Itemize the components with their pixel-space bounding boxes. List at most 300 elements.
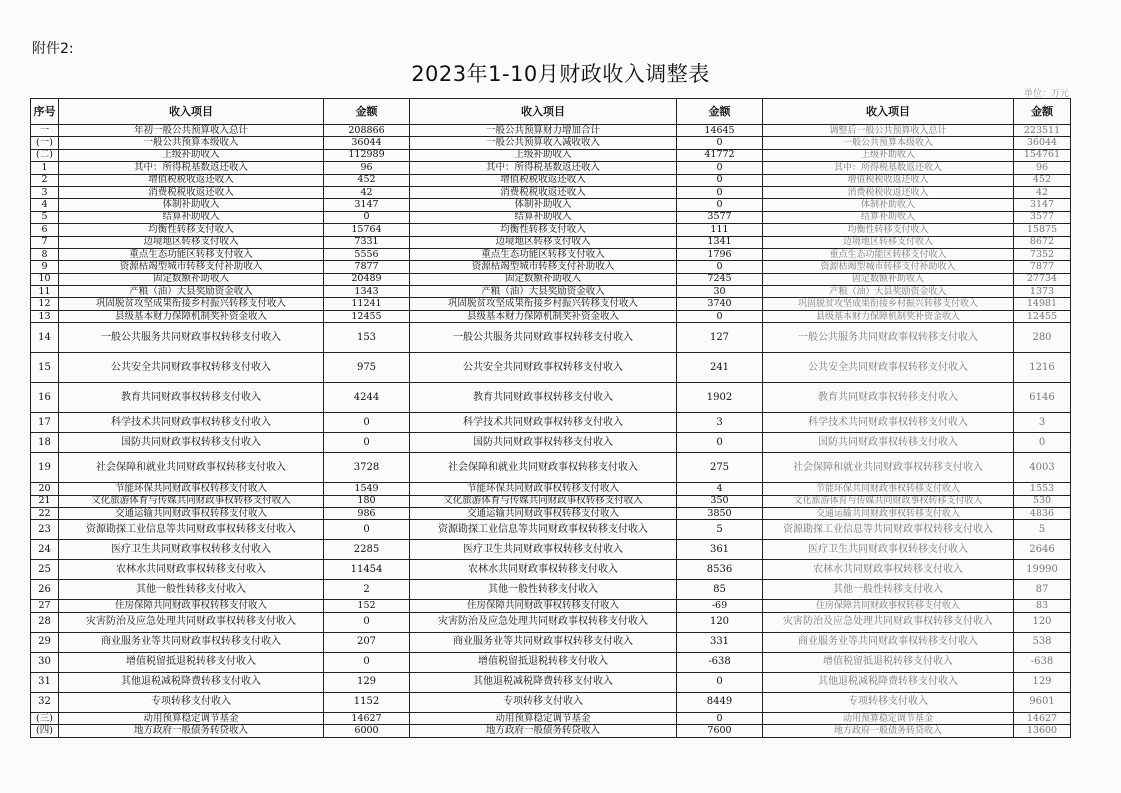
table-row [31, 353, 1071, 383]
amount-adjusted: 9601 [1014, 692, 1071, 712]
row-index: 26 [31, 580, 59, 600]
item-name-initial: 边境地区转移支付收入 [59, 236, 324, 248]
item-name-initial: 产粮（油）大县奖励资金收入 [59, 286, 324, 298]
item-name-adjusted: 商业服务业等共同财政事权转移支付收入 [763, 632, 1014, 652]
table-row [31, 508, 1071, 520]
row-index: (四) [31, 725, 59, 737]
item-name-increase: 其中：所得税基数返还收入 [410, 162, 677, 174]
item-name-increase: 资源枯竭型城市转移支付补助收入 [410, 261, 677, 273]
amount-initial: 0 [324, 652, 410, 672]
table-row [31, 162, 1071, 174]
amount-initial: 7877 [324, 261, 410, 273]
item-name-increase: 科学技术共同财政事权转移支付收入 [410, 413, 677, 433]
item-name-increase: 一般公共预算财力增加合计 [410, 125, 677, 137]
item-name-adjusted: 其他一般性转移支付收入 [763, 580, 1014, 600]
table-row [31, 580, 1071, 600]
item-name-adjusted: 资源勘探工业信息等共同财政事权转移支付收入 [763, 520, 1014, 540]
amount-increase: 3 [677, 413, 763, 433]
table-row [31, 174, 1071, 186]
item-name-initial: 体制补助收入 [59, 199, 324, 211]
table-row [31, 520, 1071, 540]
amount-increase: 111 [677, 224, 763, 236]
item-name-initial: 教育共同财政事权转移支付收入 [59, 383, 324, 413]
amount-increase: 3850 [677, 508, 763, 520]
row-index: 15 [31, 353, 59, 383]
attachment-label: 附件2: [32, 41, 74, 57]
revenue-adjustment-table [30, 98, 1071, 738]
row-index: 25 [31, 560, 59, 580]
table-row [31, 224, 1071, 236]
row-index: 12 [31, 298, 59, 310]
amount-increase: 30 [677, 286, 763, 298]
amount-adjusted: 87 [1014, 580, 1071, 600]
amount-initial: 3728 [324, 453, 410, 483]
amount-initial: 5556 [324, 248, 410, 260]
amount-initial: 207 [324, 632, 410, 652]
item-name-initial: 交通运输共同财政事权转移支付收入 [59, 508, 324, 520]
amount-adjusted: 36044 [1014, 137, 1071, 149]
table-row [31, 286, 1071, 298]
item-name-adjusted: 资源枯竭型城市转移支付补助收入 [763, 261, 1014, 273]
row-index: 23 [31, 520, 59, 540]
amount-increase: 7600 [677, 725, 763, 737]
amount-adjusted: 96 [1014, 162, 1071, 174]
page-title: 2023年1-10月财政收入调整表 [411, 62, 710, 86]
amount-initial: 14627 [324, 712, 410, 724]
amount-increase: 0 [677, 199, 763, 211]
item-name-adjusted: 调整后一般公共预算收入总计 [763, 125, 1014, 137]
item-name-adjusted: 一般公共服务共同财政事权转移支付收入 [763, 323, 1014, 353]
header-row [31, 99, 1071, 125]
amount-adjusted: 27734 [1014, 273, 1071, 285]
item-name-adjusted: 地方政府一般债务转贷收入 [763, 725, 1014, 737]
amount-adjusted: 154761 [1014, 149, 1071, 161]
amount-increase: 0 [677, 433, 763, 453]
item-name-increase: 文化旅游体育与传媒共同财政事权转移支付收入 [410, 495, 677, 507]
amount-increase: 275 [677, 453, 763, 483]
item-name-increase: 动用预算稳定调节基金 [410, 712, 677, 724]
amount-initial: 11241 [324, 298, 410, 310]
row-index: 6 [31, 224, 59, 236]
amount-increase: 361 [677, 540, 763, 560]
amount-adjusted: 12455 [1014, 310, 1071, 322]
table-row [31, 652, 1071, 672]
amount-initial: 975 [324, 353, 410, 383]
amount-increase: 120 [677, 612, 763, 632]
row-index: 30 [31, 652, 59, 672]
amount-adjusted: 538 [1014, 632, 1071, 652]
amount-adjusted: 452 [1014, 174, 1071, 186]
item-name-initial: 科学技术共同财政事权转移支付收入 [59, 413, 324, 433]
item-name-increase: 增值税税收返还收入 [410, 174, 677, 186]
amount-increase: 127 [677, 323, 763, 353]
item-name-increase: 公共安全共同财政事权转移支付收入 [410, 353, 677, 383]
amount-adjusted: 7352 [1014, 248, 1071, 260]
amount-increase: 0 [677, 672, 763, 692]
row-index: 24 [31, 540, 59, 560]
amount-adjusted: 530 [1014, 495, 1071, 507]
table-row [31, 310, 1071, 322]
amount-increase: -69 [677, 600, 763, 612]
amount-adjusted: 13600 [1014, 725, 1071, 737]
table-row [31, 149, 1071, 161]
row-index: 3 [31, 186, 59, 198]
amount-increase: 85 [677, 580, 763, 600]
item-name-increase: 灾害防治及应急处理共同财政事权转移支付收入 [410, 612, 677, 632]
amount-initial: 20489 [324, 273, 410, 285]
amount-increase: 0 [677, 261, 763, 273]
header-cell: 金额 [677, 99, 763, 125]
item-name-initial: 资源勘探工业信息等共同财政事权转移支付收入 [59, 520, 324, 540]
row-index: 11 [31, 286, 59, 298]
item-name-adjusted: 消费税税收返还收入 [763, 186, 1014, 198]
row-index: 一 [31, 125, 59, 137]
item-name-increase: 节能环保共同财政事权转移支付收入 [410, 483, 677, 495]
item-name-increase: 国防共同财政事权转移支付收入 [410, 433, 677, 453]
table-row [31, 692, 1071, 712]
amount-increase: 3577 [677, 211, 763, 223]
amount-initial: 180 [324, 495, 410, 507]
item-name-increase: 巩固脱贫攻坚成果衔接乡村振兴转移支付收入 [410, 298, 677, 310]
item-name-adjusted: 其他退税减税降费转移支付收入 [763, 672, 1014, 692]
item-name-initial: 一般公共预算本级收入 [59, 137, 324, 149]
item-name-increase: 资源勘探工业信息等共同财政事权转移支付收入 [410, 520, 677, 540]
item-name-increase: 均衡性转移支付收入 [410, 224, 677, 236]
item-name-initial: 农林水共同财政事权转移支付收入 [59, 560, 324, 580]
item-name-initial: 住房保障共同财政事权转移支付收入 [59, 600, 324, 612]
item-name-adjusted: 住房保障共同财政事权转移支付收入 [763, 600, 1014, 612]
item-name-increase: 交通运输共同财政事权转移支付收入 [410, 508, 677, 520]
amount-adjusted: 19990 [1014, 560, 1071, 580]
table-row [31, 560, 1071, 580]
row-index: (三) [31, 712, 59, 724]
item-name-increase: 一般公共预算收入减收收入 [410, 137, 677, 149]
item-name-adjusted: 国防共同财政事权转移支付收入 [763, 433, 1014, 453]
amount-increase: 0 [677, 186, 763, 198]
amount-increase: 5 [677, 520, 763, 540]
item-name-increase: 商业服务业等共同财政事权转移支付收入 [410, 632, 677, 652]
header-cell: 金额 [324, 99, 410, 125]
row-index: 9 [31, 261, 59, 273]
item-name-adjusted: 重点生态功能区转移支付收入 [763, 248, 1014, 260]
amount-initial: 1152 [324, 692, 410, 712]
item-name-adjusted: 县级基本财力保障机制奖补资金收入 [763, 310, 1014, 322]
item-name-adjusted: 巩固脱贫攻坚成果衔接乡村振兴转移支付收入 [763, 298, 1014, 310]
row-index: 28 [31, 612, 59, 632]
item-name-initial: 巩固脱贫攻坚成果衔接乡村振兴转移支付收入 [59, 298, 324, 310]
amount-increase: 7245 [677, 273, 763, 285]
amount-increase: 0 [677, 310, 763, 322]
row-index: 14 [31, 323, 59, 353]
amount-adjusted: -638 [1014, 652, 1071, 672]
table-row [31, 323, 1071, 353]
item-name-initial: 结算补助收入 [59, 211, 324, 223]
amount-initial: 152 [324, 600, 410, 612]
amount-initial: 1549 [324, 483, 410, 495]
amount-increase: 14645 [677, 125, 763, 137]
item-name-increase: 农林水共同财政事权转移支付收入 [410, 560, 677, 580]
item-name-initial: 其中：所得税基数返还收入 [59, 162, 324, 174]
amount-initial: 0 [324, 612, 410, 632]
amount-increase: 350 [677, 495, 763, 507]
item-name-increase: 上级补助收入 [410, 149, 677, 161]
amount-adjusted: 6146 [1014, 383, 1071, 413]
amount-adjusted: 2646 [1014, 540, 1071, 560]
header-cell: 收入项目 [763, 99, 1014, 125]
item-name-increase: 其他一般性转移支付收入 [410, 580, 677, 600]
amount-initial: 6000 [324, 725, 410, 737]
amount-initial: 3147 [324, 199, 410, 211]
amount-initial: 986 [324, 508, 410, 520]
table-row [31, 298, 1071, 310]
item-name-adjusted: 教育共同财政事权转移支付收入 [763, 383, 1014, 413]
item-name-adjusted: 边境地区转移支付收入 [763, 236, 1014, 248]
amount-adjusted: 1216 [1014, 353, 1071, 383]
amount-increase: -638 [677, 652, 763, 672]
item-name-increase: 地方政府一般债务转贷收入 [410, 725, 677, 737]
row-index: 13 [31, 310, 59, 322]
item-name-initial: 地方政府一般债务转贷收入 [59, 725, 324, 737]
item-name-adjusted: 科学技术共同财政事权转移支付收入 [763, 413, 1014, 433]
item-name-initial: 年初一般公共预算收入总计 [59, 125, 324, 137]
item-name-adjusted: 医疗卫生共同财政事权转移支付收入 [763, 540, 1014, 560]
item-name-adjusted: 社会保障和就业共同财政事权转移支付收入 [763, 453, 1014, 483]
item-name-initial: 灾害防治及应急处理共同财政事权转移支付收入 [59, 612, 324, 632]
table-row [31, 453, 1071, 483]
amount-adjusted: 83 [1014, 600, 1071, 612]
item-name-initial: 国防共同财政事权转移支付收入 [59, 433, 324, 453]
item-name-initial: 一般公共服务共同财政事权转移支付收入 [59, 323, 324, 353]
table-row [31, 261, 1071, 273]
item-name-adjusted: 灾害防治及应急处理共同财政事权转移支付收入 [763, 612, 1014, 632]
table-row [31, 211, 1071, 223]
amount-adjusted: 4003 [1014, 453, 1071, 483]
row-index: 4 [31, 199, 59, 211]
row-index: 1 [31, 162, 59, 174]
amount-initial: 0 [324, 433, 410, 453]
item-name-adjusted: 其中：所得税基数返还收入 [763, 162, 1014, 174]
table-row [31, 672, 1071, 692]
table-row [31, 413, 1071, 433]
item-name-adjusted: 增值税留抵退税转移支付收入 [763, 652, 1014, 672]
row-index: (二) [31, 149, 59, 161]
amount-adjusted: 7877 [1014, 261, 1071, 273]
item-name-adjusted: 均衡性转移支付收入 [763, 224, 1014, 236]
row-index: 22 [31, 508, 59, 520]
amount-adjusted: 5 [1014, 520, 1071, 540]
table-row [31, 600, 1071, 612]
row-index: (一) [31, 137, 59, 149]
amount-adjusted: 223511 [1014, 125, 1071, 137]
row-index: 8 [31, 248, 59, 260]
amount-adjusted: 14981 [1014, 298, 1071, 310]
item-name-increase: 增值税留抵退税转移支付收入 [410, 652, 677, 672]
item-name-initial: 社会保障和就业共同财政事权转移支付收入 [59, 453, 324, 483]
amount-initial: 0 [324, 413, 410, 433]
amount-increase: 0 [677, 174, 763, 186]
row-index: 29 [31, 632, 59, 652]
amount-adjusted: 280 [1014, 323, 1071, 353]
item-name-initial: 专项转移支付收入 [59, 692, 324, 712]
header-cell: 收入项目 [410, 99, 677, 125]
unit-label: 单位：万元 [1023, 89, 1069, 99]
amount-initial: 96 [324, 162, 410, 174]
amount-initial: 15764 [324, 224, 410, 236]
item-name-initial: 固定数额补助收入 [59, 273, 324, 285]
table-row [31, 612, 1071, 632]
item-name-adjusted: 交通运输共同财政事权转移支付收入 [763, 508, 1014, 520]
item-name-initial: 商业服务业等共同财政事权转移支付收入 [59, 632, 324, 652]
item-name-adjusted: 动用预算稳定调节基金 [763, 712, 1014, 724]
item-name-adjusted: 上级补助收入 [763, 149, 1014, 161]
row-index: 2 [31, 174, 59, 186]
item-name-increase: 重点生态功能区转移支付收入 [410, 248, 677, 260]
item-name-initial: 其他退税减税降费转移支付收入 [59, 672, 324, 692]
amount-increase: 8536 [677, 560, 763, 580]
amount-increase: 8449 [677, 692, 763, 712]
item-name-adjusted: 固定数额补助收入 [763, 273, 1014, 285]
amount-adjusted: 3147 [1014, 199, 1071, 211]
item-name-initial: 增值税留抵退税转移支付收入 [59, 652, 324, 672]
amount-initial: 7331 [324, 236, 410, 248]
amount-adjusted: 4836 [1014, 508, 1071, 520]
item-name-increase: 一般公共服务共同财政事权转移支付收入 [410, 323, 677, 353]
item-name-increase: 结算补助收入 [410, 211, 677, 223]
item-name-increase: 固定数额补助收入 [410, 273, 677, 285]
row-index: 20 [31, 483, 59, 495]
item-name-initial: 重点生态功能区转移支付收入 [59, 248, 324, 260]
amount-initial: 2 [324, 580, 410, 600]
amount-adjusted: 1553 [1014, 483, 1071, 495]
table-row [31, 540, 1071, 560]
table-row [31, 137, 1071, 149]
amount-initial: 42 [324, 186, 410, 198]
amount-initial: 0 [324, 211, 410, 223]
table-row [31, 186, 1071, 198]
item-name-initial: 公共安全共同财政事权转移支付收入 [59, 353, 324, 383]
item-name-adjusted: 农林水共同财政事权转移支付收入 [763, 560, 1014, 580]
item-name-increase: 社会保障和就业共同财政事权转移支付收入 [410, 453, 677, 483]
amount-initial: 208866 [324, 125, 410, 137]
item-name-initial: 医疗卫生共同财政事权转移支付收入 [59, 540, 324, 560]
amount-increase: 331 [677, 632, 763, 652]
row-index: 27 [31, 600, 59, 612]
item-name-adjusted: 节能环保共同财政事权转移支付收入 [763, 483, 1014, 495]
amount-initial: 12455 [324, 310, 410, 322]
item-name-increase: 住房保障共同财政事权转移支付收入 [410, 600, 677, 612]
table-row [31, 632, 1071, 652]
amount-initial: 1343 [324, 286, 410, 298]
table-row [31, 236, 1071, 248]
header-cell: 序号 [31, 99, 59, 125]
item-name-increase: 消费税税收返还收入 [410, 186, 677, 198]
row-index: 10 [31, 273, 59, 285]
item-name-increase: 体制补助收入 [410, 199, 677, 211]
item-name-adjusted: 专项转移支付收入 [763, 692, 1014, 712]
item-name-increase: 县级基本财力保障机制奖补资金收入 [410, 310, 677, 322]
row-index: 16 [31, 383, 59, 413]
item-name-increase: 专项转移支付收入 [410, 692, 677, 712]
amount-increase: 1902 [677, 383, 763, 413]
amount-increase: 0 [677, 712, 763, 724]
amount-adjusted: 42 [1014, 186, 1071, 198]
item-name-increase: 边境地区转移支付收入 [410, 236, 677, 248]
amount-initial: 4244 [324, 383, 410, 413]
item-name-initial: 均衡性转移支付收入 [59, 224, 324, 236]
amount-initial: 2285 [324, 540, 410, 560]
amount-increase: 241 [677, 353, 763, 383]
item-name-initial: 消费税税收返还收入 [59, 186, 324, 198]
item-name-initial: 上级补助收入 [59, 149, 324, 161]
item-name-adjusted: 增值税税收返还收入 [763, 174, 1014, 186]
item-name-adjusted: 文化旅游体育与传媒共同财政事权转移支付收入 [763, 495, 1014, 507]
table-row [31, 483, 1071, 495]
amount-adjusted: 1373 [1014, 286, 1071, 298]
item-name-increase: 教育共同财政事权转移支付收入 [410, 383, 677, 413]
amount-adjusted: 3577 [1014, 211, 1071, 223]
amount-increase: 1341 [677, 236, 763, 248]
table-row [31, 383, 1071, 413]
item-name-adjusted: 体制补助收入 [763, 199, 1014, 211]
amount-increase: 4 [677, 483, 763, 495]
amount-adjusted: 8672 [1014, 236, 1071, 248]
header-cell: 金额 [1014, 99, 1071, 125]
table-row [31, 199, 1071, 211]
item-name-increase: 产粮（油）大县奖励资金收入 [410, 286, 677, 298]
item-name-initial: 节能环保共同财政事权转移支付收入 [59, 483, 324, 495]
table-row [31, 125, 1071, 137]
item-name-initial: 文化旅游体育与传媒共同财政事权转移支付收入 [59, 495, 324, 507]
table-row [31, 725, 1071, 737]
item-name-adjusted: 一般公共预算本级收入 [763, 137, 1014, 149]
amount-increase: 0 [677, 137, 763, 149]
table-row [31, 712, 1071, 724]
table-row [31, 248, 1071, 260]
row-index: 7 [31, 236, 59, 248]
item-name-initial: 增值税税收返还收入 [59, 174, 324, 186]
row-index: 18 [31, 433, 59, 453]
amount-adjusted: 3 [1014, 413, 1071, 433]
item-name-adjusted: 产粮（油）大县奖励资金收入 [763, 286, 1014, 298]
row-index: 32 [31, 692, 59, 712]
amount-adjusted: 0 [1014, 433, 1071, 453]
amount-increase: 41772 [677, 149, 763, 161]
table-row [31, 495, 1071, 507]
row-index: 31 [31, 672, 59, 692]
item-name-initial: 其他一般性转移支付收入 [59, 580, 324, 600]
row-index: 19 [31, 453, 59, 483]
amount-initial: 112989 [324, 149, 410, 161]
amount-initial: 129 [324, 672, 410, 692]
table-row [31, 433, 1071, 453]
item-name-adjusted: 公共安全共同财政事权转移支付收入 [763, 353, 1014, 383]
amount-initial: 11454 [324, 560, 410, 580]
item-name-adjusted: 结算补助收入 [763, 211, 1014, 223]
header-cell: 收入项目 [59, 99, 324, 125]
amount-adjusted: 15875 [1014, 224, 1071, 236]
amount-adjusted: 120 [1014, 612, 1071, 632]
row-index: 5 [31, 211, 59, 223]
item-name-initial: 县级基本财力保障机制奖补资金收入 [59, 310, 324, 322]
item-name-initial: 资源枯竭型城市转移支付补助收入 [59, 261, 324, 273]
amount-adjusted: 129 [1014, 672, 1071, 692]
row-index: 17 [31, 413, 59, 433]
item-name-increase: 医疗卫生共同财政事权转移支付收入 [410, 540, 677, 560]
amount-increase: 0 [677, 162, 763, 174]
row-index: 21 [31, 495, 59, 507]
amount-adjusted: 14627 [1014, 712, 1071, 724]
amount-increase: 1796 [677, 248, 763, 260]
